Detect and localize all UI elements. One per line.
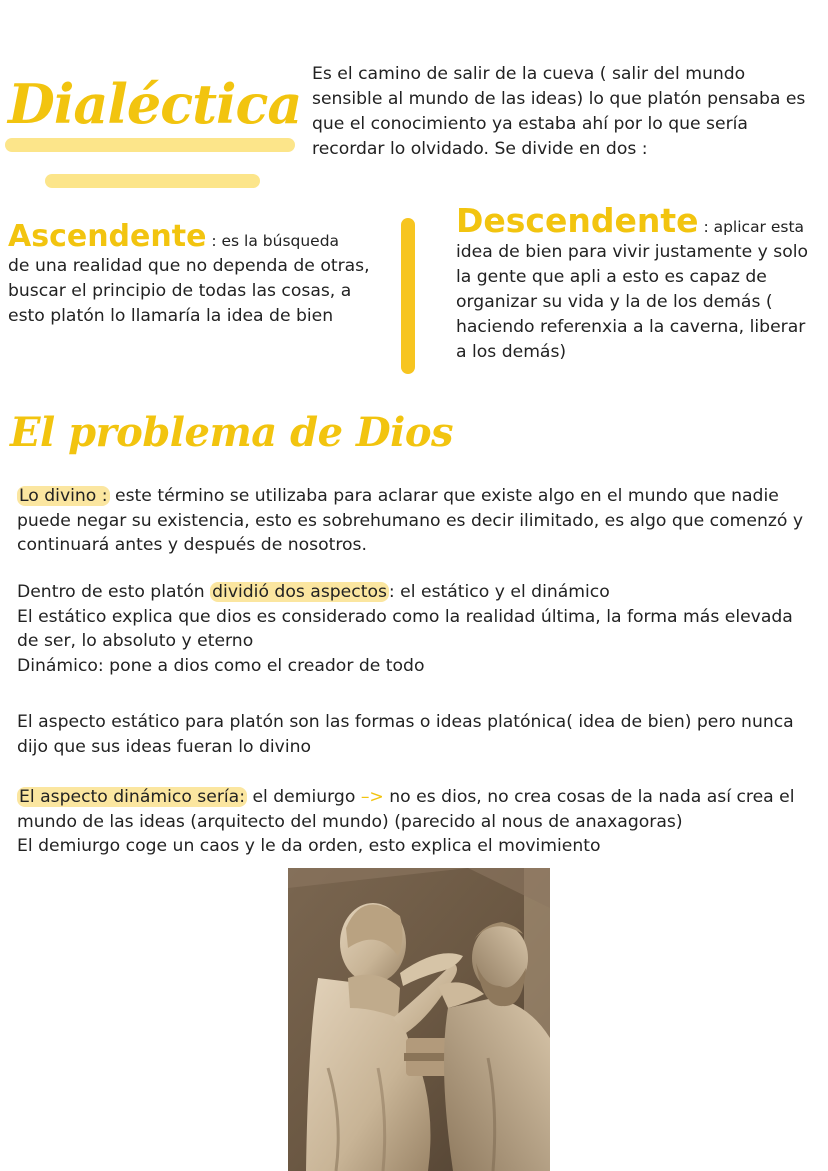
aspectos-highlight: dividió dos aspectos xyxy=(212,582,387,602)
descendente-lead: : aplicar esta xyxy=(698,218,805,236)
dinamico-post-arrow: no es dios, no crea cosas de la nada así crea el mundo de las ideas (arquitecto del mundo) (parecido al nous de anaxagoras) xyxy=(17,787,795,832)
aspectos-post: : el estático y el dinámico xyxy=(388,582,610,602)
divino-term: Lo divino : xyxy=(19,486,108,506)
page-title: Dialéctica xyxy=(8,72,302,136)
column-divider xyxy=(401,218,415,374)
descendente-block xyxy=(456,201,816,365)
aspectos-pre: Dentro de esto platón xyxy=(17,582,211,602)
ascendente-lead: : es la búsqueda xyxy=(206,232,340,250)
ascendente-block xyxy=(8,219,383,329)
dinamico-paragraph xyxy=(17,785,817,859)
dinamico-pre-arrow: el demiurgo xyxy=(247,787,361,807)
divino-paragraph xyxy=(17,484,817,558)
ascendente-heading: Ascendente xyxy=(8,219,207,254)
estatico-paragraph: El aspecto estático para platón son las formas o ideas platónica( idea de bien) pero nunca dijo que sus ideas fueran lo divino xyxy=(17,712,794,757)
aspectos-paragraph xyxy=(17,580,817,678)
intro-paragraph: Es el camino de salir de la cueva ( salir del mundo sensible al mundo de las ideas) lo que platón pensaba es que el conocimiento ya estaba ahí por lo que sería recordar lo olvidado. Se divide en dos : xyxy=(312,64,806,159)
title-underline xyxy=(5,138,295,152)
section-title: El problema de Dios xyxy=(10,409,454,456)
arrow-icon: –> xyxy=(360,787,384,807)
dinamico-highlight: El aspecto dinámico sería: xyxy=(19,787,245,807)
divino-text: este término se utilizaba para aclarar que existe algo en el mundo que nadie puede negar su existencia, esto es sobrehumano es decir ilimitado, es algo que comenzó y continuará antes y después de nosotros. xyxy=(17,486,804,555)
demiurgo-line: El demiurgo coge un caos y le da orden, esto explica el movimiento xyxy=(17,836,601,856)
descendente-body: idea de bien para vivir justamente y solo la gente que apli a esto es capaz de organizar su vida y la de los demás ( haciendo referenxia a la caverna, liberar a los demás) xyxy=(456,242,809,362)
estatico-line: El estático explica que dios es considerado como la realidad última, la forma más elevada de ser, lo absoluto y eterno xyxy=(17,606,793,651)
title-underline-short xyxy=(45,174,260,188)
ascendente-body: de una realidad que no dependa de otras, buscar el principio de todas las cosas, a esto platón lo llamaría la idea de bien xyxy=(8,256,370,326)
dinamico-line: Dinámico: pone a dios como el creador de todo xyxy=(17,655,425,676)
relief-image xyxy=(288,868,550,1171)
descendente-heading: Descendente xyxy=(456,201,699,240)
